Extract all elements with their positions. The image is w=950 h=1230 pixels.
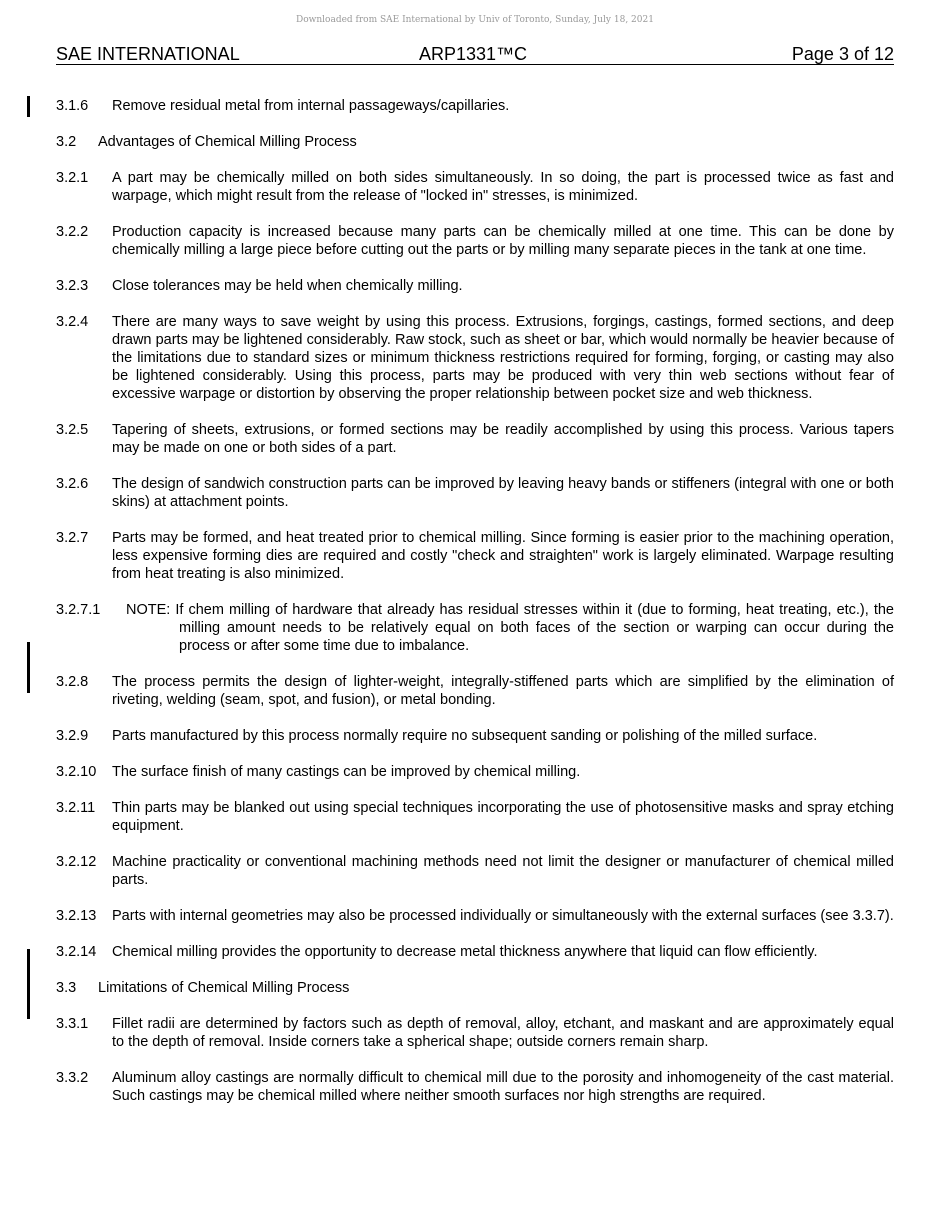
section-3-2-heading: [56, 133, 894, 151]
clause-number: 3.2.4: [56, 314, 89, 330]
section-title: Limitations of Chemical Milling Process: [98, 980, 350, 996]
section-number: 3.2: [56, 134, 77, 150]
clause-3-2-7: [56, 529, 894, 583]
section-3-3-heading: [56, 979, 894, 997]
clause-text: Tapering of sheets, extrusions, or formed sections may be readily accomplished by using this process. Various tapers may be made on one or both sides of a part.: [112, 422, 894, 456]
clause-3-2-12: [56, 853, 894, 889]
clause-text: Close tolerances may be held when chemically milling.: [112, 278, 463, 294]
clause-number: 3.2.3: [56, 278, 89, 294]
clause-number: 3.2.6: [56, 476, 89, 492]
clause-number: 3.2.10: [56, 764, 97, 780]
clause-text: Aluminum alloy castings are normally difficult to chemical mill due to the porosity and inhomogeneity of the cast material. Such castings may be chemical milled where neither smooth surfaces nor high strengths are required.: [112, 1070, 894, 1104]
section-number: 3.3: [56, 980, 77, 996]
clause-text: Thin parts may be blanked out using special techniques incorporating the use of photosensitive masks and spray etching equipment.: [112, 800, 894, 834]
clause-number: 3.2.5: [56, 422, 89, 438]
clause-3-2-11: [56, 799, 894, 835]
clause-3-2-8: [56, 673, 894, 709]
clause-number: 3.2.7.1: [56, 602, 101, 618]
clause-number: 3.3.2: [56, 1070, 89, 1086]
clause-3-2-14: [56, 943, 894, 961]
clause-3-1-6: [56, 97, 894, 115]
clause-3-2-6: [56, 475, 894, 511]
clause-number: 3.2.9: [56, 728, 89, 744]
clause-text: A part may be chemically milled on both sides simultaneously. In so doing, the part is processed twice as fast and warpage, which might result from the release of "locked in" stresses, is minimized.: [112, 170, 894, 204]
clause-3-2-1: [56, 169, 894, 205]
clause-3-2-5: [56, 421, 894, 457]
clause-number: 3.2.2: [56, 224, 89, 240]
clause-number: 3.1.6: [56, 98, 89, 114]
clause-number: 3.3.1: [56, 1016, 89, 1032]
clause-number: 3.2.8: [56, 674, 89, 690]
clause-3-2-4: [56, 313, 894, 403]
clause-text: Parts manufactured by this process normally require no subsequent sanding or polishing of the milled surface.: [112, 728, 818, 744]
clause-text: Machine practicality or conventional machining methods need not limit the designer or manufacturer of chemical milled parts.: [112, 854, 894, 888]
clause-number: 3.2.12: [56, 854, 97, 870]
clause-3-2-9: [56, 727, 894, 745]
clause-number: 3.2.14: [56, 944, 97, 960]
page-header: [56, 44, 894, 65]
clause-3-2-2: [56, 223, 894, 259]
header-publisher: SAE INTERNATIONAL: [56, 44, 240, 64]
header-page-number: Page 3 of 12: [791, 44, 894, 64]
clause-text: Parts with internal geometries may also be processed individually or simultaneously with the external surfaces (see 3.3.7).: [112, 908, 894, 924]
clause-text: The surface finish of many castings can be improved by chemical milling.: [112, 764, 581, 780]
note-text: NOTE: If chem milling of hardware that already has residual stresses within it (due to forming, heat treating, etc.), the milling amount needs to be relatively equal on both faces of the section or warping can occur during the process or after some time due to imbalance.: [126, 602, 894, 654]
clause-3-3-1: [56, 1015, 894, 1051]
clause-3-2-10: [56, 763, 894, 781]
clause-3-2-7-1-note: [56, 601, 894, 655]
clause-text: Production capacity is increased because many parts can be chemically milled at one time. This can be done by chemically milling a large piece before cutting out the parts or by milling many separate pieces in the tank at one time.: [112, 224, 894, 258]
revision-bar: [27, 642, 30, 693]
revision-bar: [27, 949, 30, 1019]
document-body: [56, 97, 894, 1105]
header-document-id: ARP1331™C: [419, 44, 528, 64]
clause-text: There are many ways to save weight by using this process. Extrusions, forgings, castings, formed sections, and deep drawn parts may be lightened considerably. Raw stock, such as sheet or bar, which would normally be heavier because of the limitations due to standard sizes or minimum thickness restrictions required for forming, forging, or casting may also be lightened considerably. Using this process, parts may be produced with very thin web sections without fear of excessive warpage or distortion by observing the proper relationship between pocket size and web thickness.: [112, 314, 894, 402]
clause-number: 3.2.1: [56, 170, 89, 186]
clause-3-2-3: [56, 277, 894, 295]
clause-text: Parts may be formed, and heat treated prior to chemical milling. Since forming is easier prior to the machining operation, less expensive forming dies are required and costly "check and straighten" work is largely eliminated. Warpage resulting from heat treating is also minimized.: [112, 530, 894, 582]
clause-text: The design of sandwich construction parts can be improved by leaving heavy bands or stiffeners (integral with one or both skins) at attachment points.: [112, 476, 894, 510]
revision-bar: [27, 96, 30, 117]
section-title: Advantages of Chemical Milling Process: [98, 134, 357, 150]
download-watermark: Downloaded from SAE International by Univ of Toronto, Sunday, July 18, 2021: [296, 15, 654, 25]
clause-text: Remove residual metal from internal passageways/capillaries.: [112, 98, 510, 114]
clause-number: 3.2.11: [56, 800, 96, 816]
clause-text: The process permits the design of lighter-weight, integrally-stiffened parts which are simplified by the elimination of riveting, welding (seam, spot, and fusion), or metal bonding.: [112, 674, 894, 708]
clause-number: 3.2.13: [56, 908, 97, 924]
clause-3-3-2: [56, 1069, 894, 1105]
clause-text: Fillet radii are determined by factors such as depth of removal, alloy, etchant, and maskant and are approximately equal to the depth of removal. Inside corners take a spherical shape; outside corners remain sharp.: [112, 1016, 894, 1050]
clause-text: Chemical milling provides the opportunity to decrease metal thickness anywhere that liquid can flow efficiently.: [112, 944, 818, 960]
clause-3-2-13: [56, 907, 894, 925]
clause-number: 3.2.7: [56, 530, 89, 546]
